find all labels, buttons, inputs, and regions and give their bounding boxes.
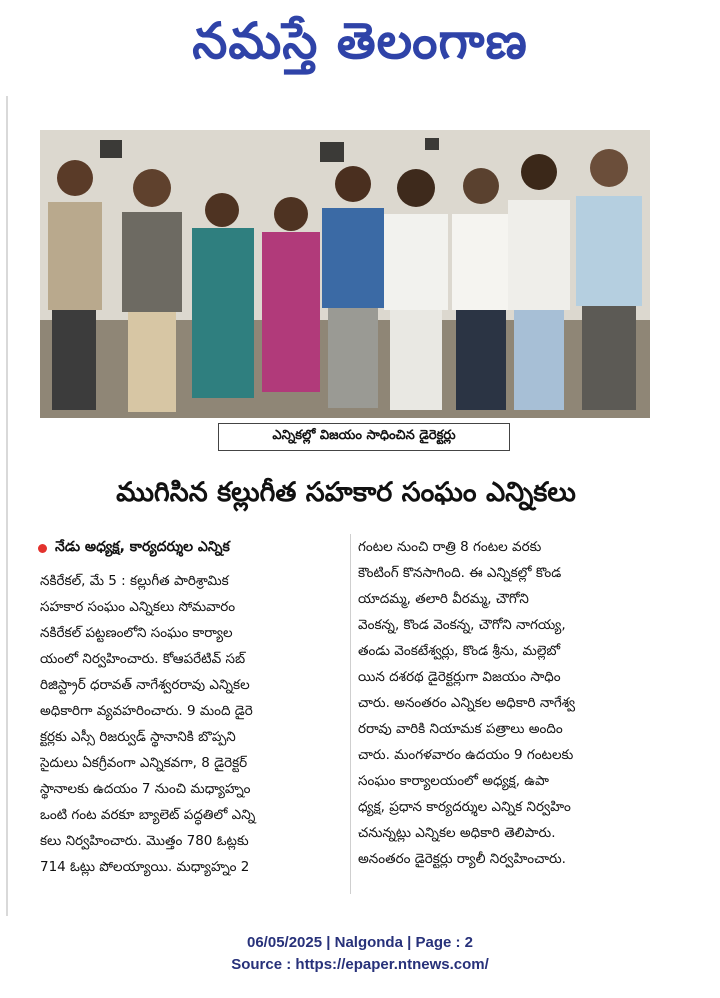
news-photo [40,130,650,418]
masthead [0,0,720,82]
article-column-right [358,534,658,872]
body-line: కలు నిర్వహించారు. మొత్తం 780 ఓట్లకు [40,833,249,849]
photo-illustration [40,130,650,418]
body-line: యాదమ్మ, తలారి వీరమ్మ, చౌగోని [358,591,529,607]
body-line: రిజిస్ట్రార్ ధరావత్ నాగేశ్వరరావు ఎన్నికల [40,677,250,693]
body-line: వెంకన్న, కొండ వెంకన్న, చౌగోని నాగయ్య, [358,617,566,633]
body-line: ఒంటి గంట వరకూ బ్యాలెట్ పద్ధతిలో ఎన్ని [40,807,256,823]
body-line: చారు. మంగళవారం ఉదయం 9 గంటలకు [358,747,574,763]
article-subheadline-row [38,536,348,560]
photo-caption: ఎన్నికల్లో విజయం సాధించిన డైరెక్టర్లు [218,423,510,451]
body-line: సంఘం కార్యాలయంలో అధ్యక్ష, ఉపా [358,773,549,789]
body-line: తండు వెంకటేశ్వర్లు, కొండ శ్రీను, మల్లెబో [358,643,561,659]
body-line: యిన దశరథ డైరెక్టర్లుగా విజయం సాధిం [358,669,561,685]
left-rule [6,96,8,916]
body-line: గంటల నుంచి రాత్రి 8 గంటల వరకు [358,539,542,555]
body-line: క్టర్లకు ఎస్సీ రిజర్వుడ్ స్థానానికి బొప్పని [40,729,236,745]
body-line: స్థానాలకు ఉదయం 7 నుంచి మధ్యాహ్నం [40,781,251,797]
footer-source-link[interactable]: Source : https://epaper.ntnews.com/ [231,956,489,973]
column-divider [350,534,351,894]
body-line: అధికారిగా వ్యవహరించారు. 9 మంది డైరె [40,703,253,719]
footer [0,932,720,976]
article-subheadline: నేడు అధ్యక్ష, కార్యదర్శుల ఎన్నిక [55,538,230,555]
body-line: నకిరేకల్, మే 5 : కల్లుగీత పారిశ్రామిక [40,573,229,589]
masthead-title: నమస్తే తెలంగాణ [192,12,528,70]
body-line: నకిరేకల్ పట్టణంలోని సంఘం కార్యాల [40,625,233,641]
footer-date-edition: 06/05/2025 | Nalgonda | Page : 2 [247,934,473,951]
article-column-left [40,568,340,880]
body-line: 714 ఓట్లు పోలయ్యాయి. మధ్యాహ్నం 2 [40,859,250,875]
body-line: యంలో నిర్వహించారు. కోఆపరేటివ్ సబ్ [40,651,246,667]
body-line: రరావు వారికి నియామక పత్రాలు అందిం [358,721,563,737]
body-line: సహకార సంఘం ఎన్నికలు సోమవారం [40,599,236,615]
body-line: చారు. అనంతరం ఎన్నికల అధికారి నాగేశ్వ [358,695,576,711]
body-line: చనున్నట్లు ఎన్నికల అధికారి తెలిపారు. [358,825,556,841]
body-line: సైదులు ఏకగ్రీవంగా ఎన్నికవగా, 8 డైరెక్టర్ [40,755,248,771]
body-line: అనంతరం డైరెక్టర్లు ర్యాలీ నిర్వహించారు. [358,851,566,867]
body-line: కౌంటింగ్ కొనసాగింది. ఈ ఎన్నికల్లో కొండ [358,565,562,581]
article-headline: ముగిసిన కల్లుగీత సహకార సంఘం ఎన్నికలు [116,477,576,508]
red-bullet-icon [38,544,47,553]
body-line: ధ్యక్ష, ప్రధాన కార్యదర్శుల ఎన్నిక నిర్వహిం [358,799,571,815]
